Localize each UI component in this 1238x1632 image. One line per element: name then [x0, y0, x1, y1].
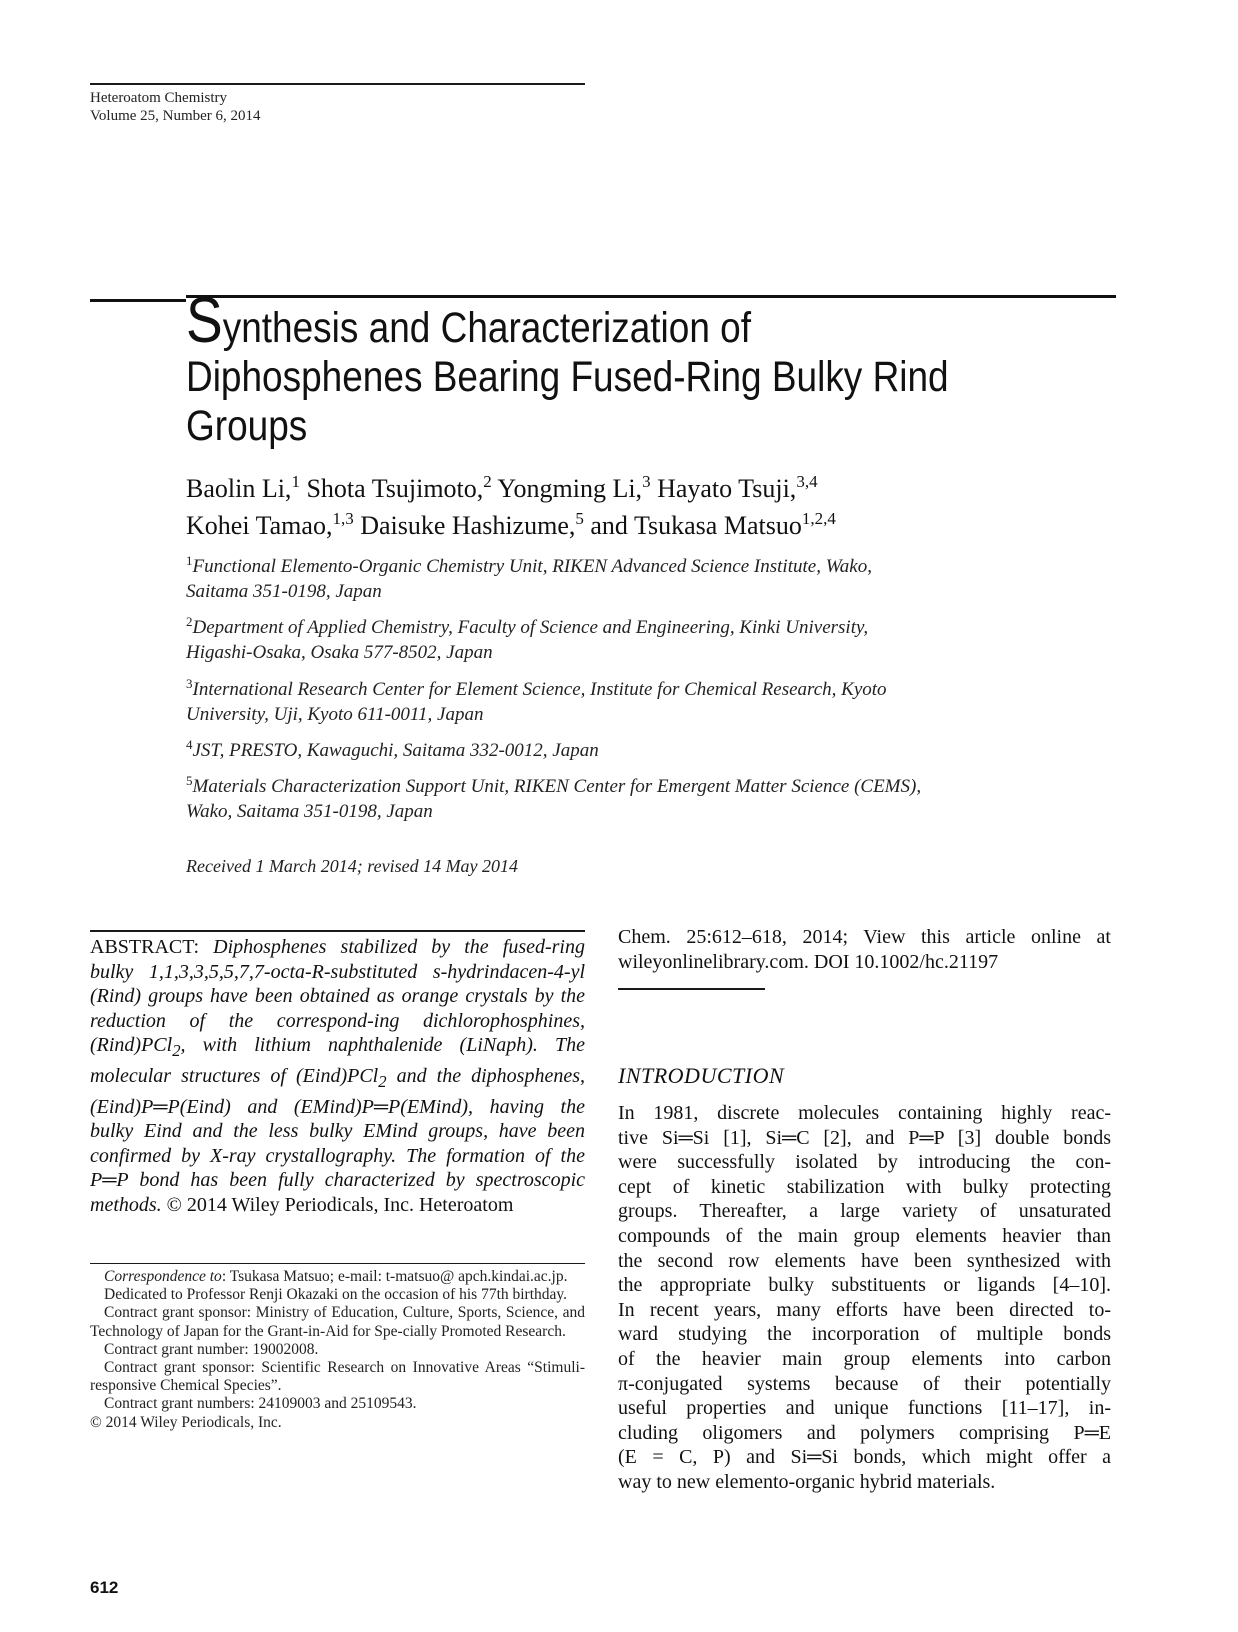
- correspondence-label: Correspondence to: [104, 1268, 222, 1285]
- affiliation-4: $^4$JST, PRESTO, Kawaguchi, Saitama 332-0012, Japan: [186, 737, 599, 761]
- title-line-1: Synthesis and Characterization of: [186, 284, 752, 356]
- abstract-text: Diphosphenes stabilized by the fused-ring bulky 1,1,3,3,5,5,7,7-octa-R-substituted s-hydrindacen-4-yl (Rind) groups have been obtained as orange crystals by the reduction of the correspond-ing dichlorophosphines, (Rind)PCl$_2$, with lithium naphthalenide (LiNaph). The molecular structures of (Eind)PCl$_2$ and the diphosphenes, (Eind)P═P(Eind) and (EMind)P═P(EMind), having the bulky Eind and the less bulky EMind groups, have been confirmed by X-ray crystallography. The formation of the P═P bond has been fully characterized by spectroscopic methods.: [90, 936, 585, 1216]
- title-line-3: Groups: [186, 402, 308, 450]
- author: Baolin Li,: [186, 474, 292, 503]
- text-line: way to new elemento-organic hybrid materials.: [618, 1470, 996, 1493]
- text-line: were successfully isolated by introducing the con-: [618, 1151, 1111, 1174]
- text-line: (E = C, P) and Si═Si bonds, which might offer a: [618, 1446, 1111, 1469]
- author-line-1: [186, 470, 1086, 507]
- author-affiliation-mark: 5: [575, 509, 584, 528]
- text-line: the appropriate bulky substituents or ligands [4–10].: [618, 1274, 1111, 1297]
- footnote-copyright: © 2014 Wiley Periodicals, Inc.: [90, 1413, 282, 1431]
- text-line: groups. Thereafter, a large variety of unsaturated: [618, 1200, 1111, 1223]
- title-rule-right: [186, 295, 1116, 298]
- page-number: 612: [90, 1578, 119, 1597]
- author-affiliation-mark: 1,3: [332, 509, 354, 528]
- text-line: π-conjugated systems because of their potentially: [618, 1372, 1111, 1395]
- footnote-grant-sponsor: Contract grant sponsor: Ministry of Education, Culture, Sports, Science, and Technology of Japan for the Grant-in-Aid for Spe-cially Promoted Research.: [90, 1304, 585, 1340]
- author-affiliation-mark: 1: [291, 472, 300, 491]
- citation-rule: [618, 988, 765, 990]
- text-line: In recent years, many efforts have been directed to-: [618, 1298, 1111, 1321]
- text-line: In 1981, discrete molecules containing highly reac-: [618, 1102, 1111, 1124]
- abstract-label: ABSTRACT:: [90, 936, 200, 958]
- footnote-correspondence: Correspondence to: Tsukasa Matsuo; e-mail: t-matsuo@ apch.kindai.ac.jp.: [104, 1268, 568, 1285]
- abstract: [90, 935, 585, 1218]
- affiliation-2: $^2$Department of Applied Chemistry, Faculty of Science and Engineering, Kinki University, Higashi-Osaka, Osaka 577-8502, Japan: [186, 614, 869, 663]
- author-list: [186, 470, 1086, 544]
- abstract-copyright: © 2014 Wiley Periodicals, Inc. Heteroatom: [166, 1193, 514, 1216]
- journal-info: [90, 89, 261, 125]
- text-line: ward studying the incorporation of multiple bonds: [618, 1323, 1111, 1346]
- author: Shota Tsujimoto,: [306, 474, 484, 503]
- title-rule-left: [90, 299, 186, 302]
- journal-name: Heteroatom Chemistry: [90, 90, 228, 106]
- title-line-2: Diphosphenes Bearing Fused-Ring Bulky Rind: [186, 353, 949, 401]
- author-affiliation-mark: 3,4: [796, 472, 818, 491]
- author-line-2: [186, 507, 1086, 544]
- text-line: cept of kinetic stabilization with bulky protecting: [618, 1175, 1111, 1198]
- author: Daisuke Hashizume,: [360, 511, 576, 540]
- text-line: tive Si═Si [1], Si═C [2], and P═P [3] double bonds: [618, 1126, 1111, 1149]
- footnote-rule: [90, 1263, 585, 1264]
- footnote-dedication: Dedicated to Professor Renji Okazaki on the occasion of his 77th birthday.: [104, 1286, 568, 1304]
- affiliation-3: $^3$International Research Center for Element Science, Institute for Chemical Research, Kyoto University, Uji, Kyoto 611-0011, Japan: [186, 676, 887, 725]
- footnote-grant-sponsor: Contract grant sponsor: Scientific Research on Innovative Areas “Stimuli-responsive Chemical Species”.: [90, 1359, 585, 1395]
- text-line: cluding oligomers and polymers comprising P═E: [618, 1421, 1111, 1444]
- received-dates: Received 1 March 2014; revised 14 May 2014: [186, 856, 519, 876]
- introduction-heading: INTRODUCTION: [618, 1063, 785, 1088]
- footnote-grant-number: Contract grant numbers: 24109003 and 25109543.: [104, 1395, 417, 1413]
- abstract-citation: Chem. 25:612–618, 2014; View this article online at wileyonlinelibrary.com. DOI 10.1002/hc.21197: [618, 926, 1111, 973]
- author-affiliation-mark: 2: [483, 472, 492, 491]
- text-line: the second row elements have been synthesized with: [618, 1249, 1111, 1272]
- author: and Tsukasa Matsuo: [590, 511, 802, 540]
- text-line: compounds of the main group elements heavier than: [618, 1224, 1111, 1247]
- affiliation-1: $^1$Functional Elemento-Organic Chemistry Unit, RIKEN Advanced Science Institute, Wako, Saitama 351-0198, Japan: [186, 553, 872, 602]
- author: Hayato Tsuji,: [657, 474, 797, 503]
- author: Yongming Li,: [497, 474, 643, 503]
- introduction-text: [618, 1101, 1111, 1495]
- text-line: of the heavier main group elements into carbon: [618, 1347, 1111, 1370]
- author: Kohei Tamao,: [186, 511, 333, 540]
- footnote-grant-number: Contract grant number: 19002008.: [104, 1340, 319, 1358]
- footnotes: [90, 1268, 585, 1432]
- author-affiliation-mark: 1,2,4: [801, 509, 836, 528]
- abstract-rule: [90, 930, 585, 932]
- author-affiliation-mark: 3: [642, 472, 651, 491]
- journal-volume: Volume 25, Number 6, 2014: [90, 108, 261, 124]
- journal-header-rule: [90, 83, 585, 85]
- title-drop-cap: S: [186, 284, 223, 356]
- article-title: [186, 284, 994, 451]
- text-line: useful properties and unique functions [11–17], in-: [618, 1397, 1111, 1420]
- affiliation-5: $^5$Materials Characterization Support Unit, RIKEN Center for Emergent Matter Science (CEMS), Wako, Saitama 351-0198, Japan: [186, 773, 922, 822]
